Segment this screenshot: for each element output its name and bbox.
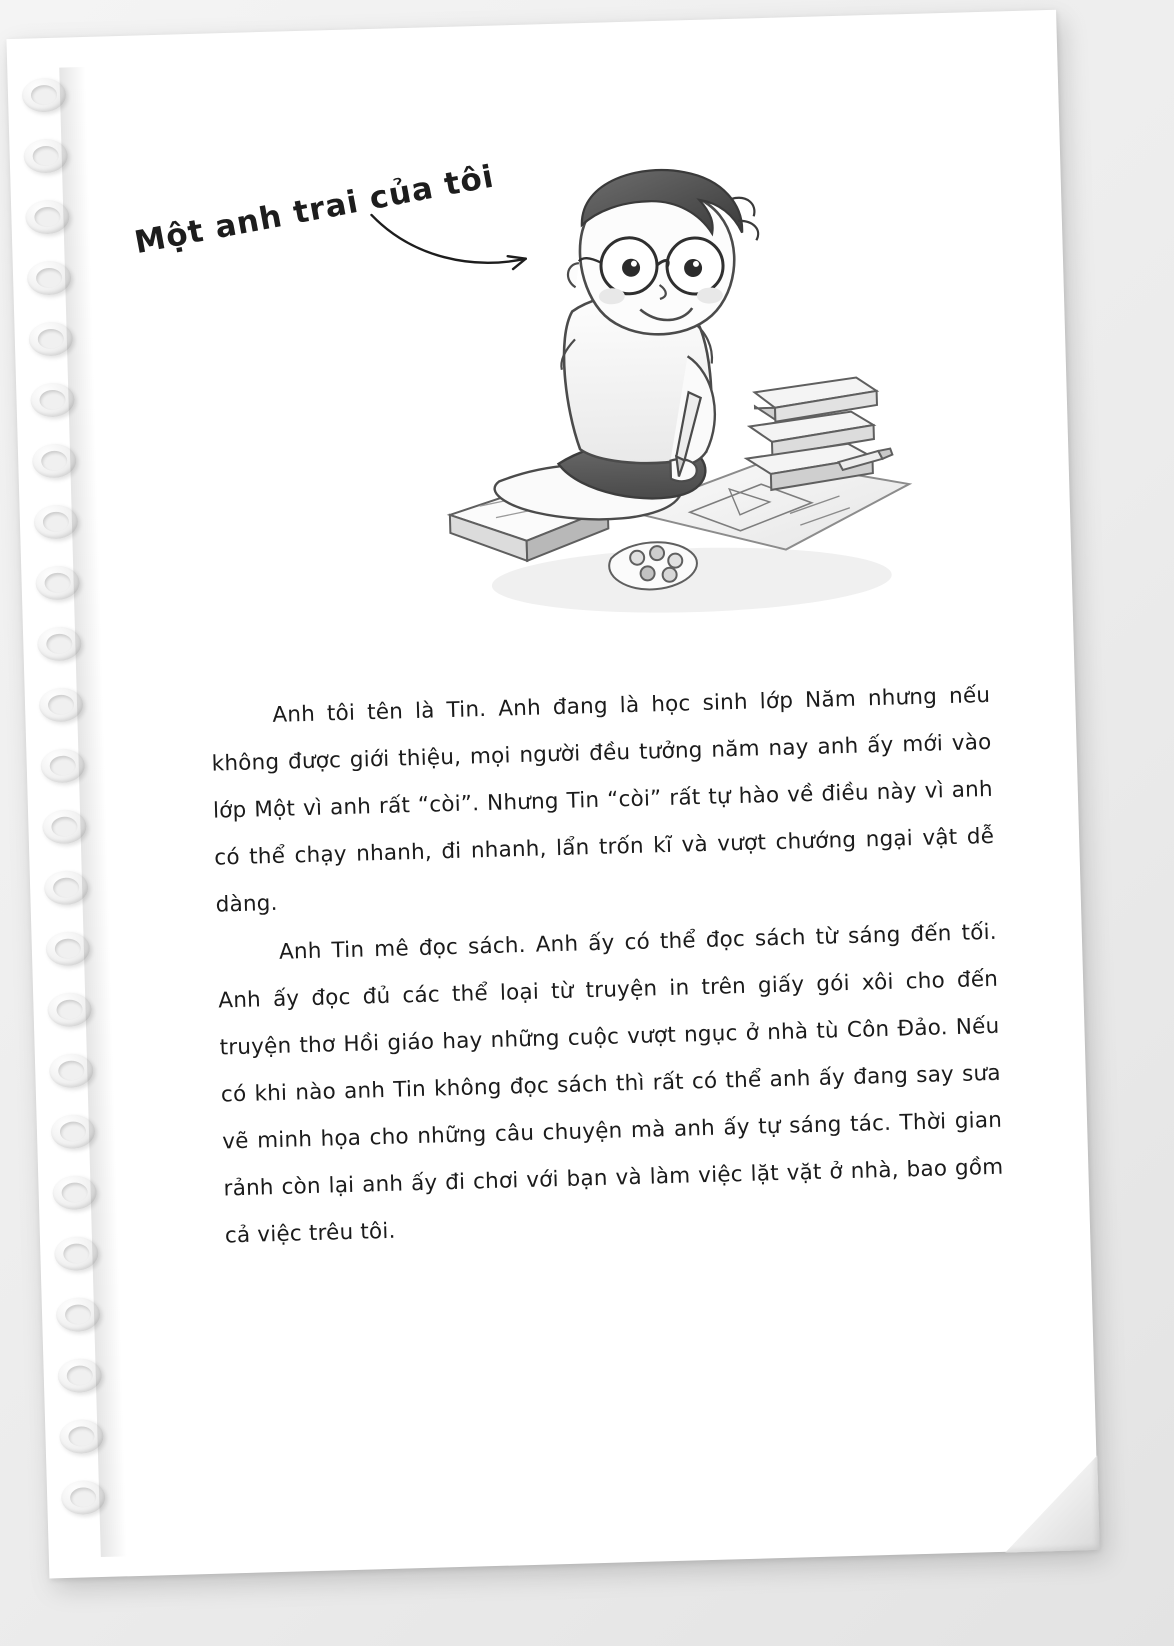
article-body <box>210 672 1006 1262</box>
notebook-page <box>6 10 1099 1579</box>
page-corner-fold <box>1002 1455 1100 1553</box>
illustration-boy-drawing <box>430 153 943 657</box>
page-title: Một anh trai của tôi <box>131 158 498 262</box>
paragraph-1: Anh tôi tên là Tin. Anh đang là học sinh lớp Năm nhưng nếu không được giới thiệu, mọi người đều tưởng năm nay anh ấy mới vào lớp Một vì anh rất “còi”. Nhưng Tin “còi” rất tự hào về điều này vì anh có thể chạy nhanh, đi nhanh, lẩn trốn kĩ và vượt chướng ngại vật dễ dàng. <box>211 682 995 918</box>
paragraph-2: Anh Tin mê đọc sách. Anh ấy có thể đọc sách từ sáng đến tối. Anh ấy đọc đủ các thể loại từ truyện in trên giấy gói xôi cho đến truyện thơ Hồi giáo hay những cuộc vượt ngục ở nhà tù Côn Đảo. Nếu có khi nào anh Tin không đọc sách thì rất có thể anh ấy đang say sưa vẽ minh họa cho những câu chuyện mà anh ấy tự sáng tác. Thời gian rảnh còn lại anh ấy đi chơi với bạn và làm việc lặt vặt ở nhà, bao gồm cả việc trêu tôi. <box>218 919 1004 1249</box>
